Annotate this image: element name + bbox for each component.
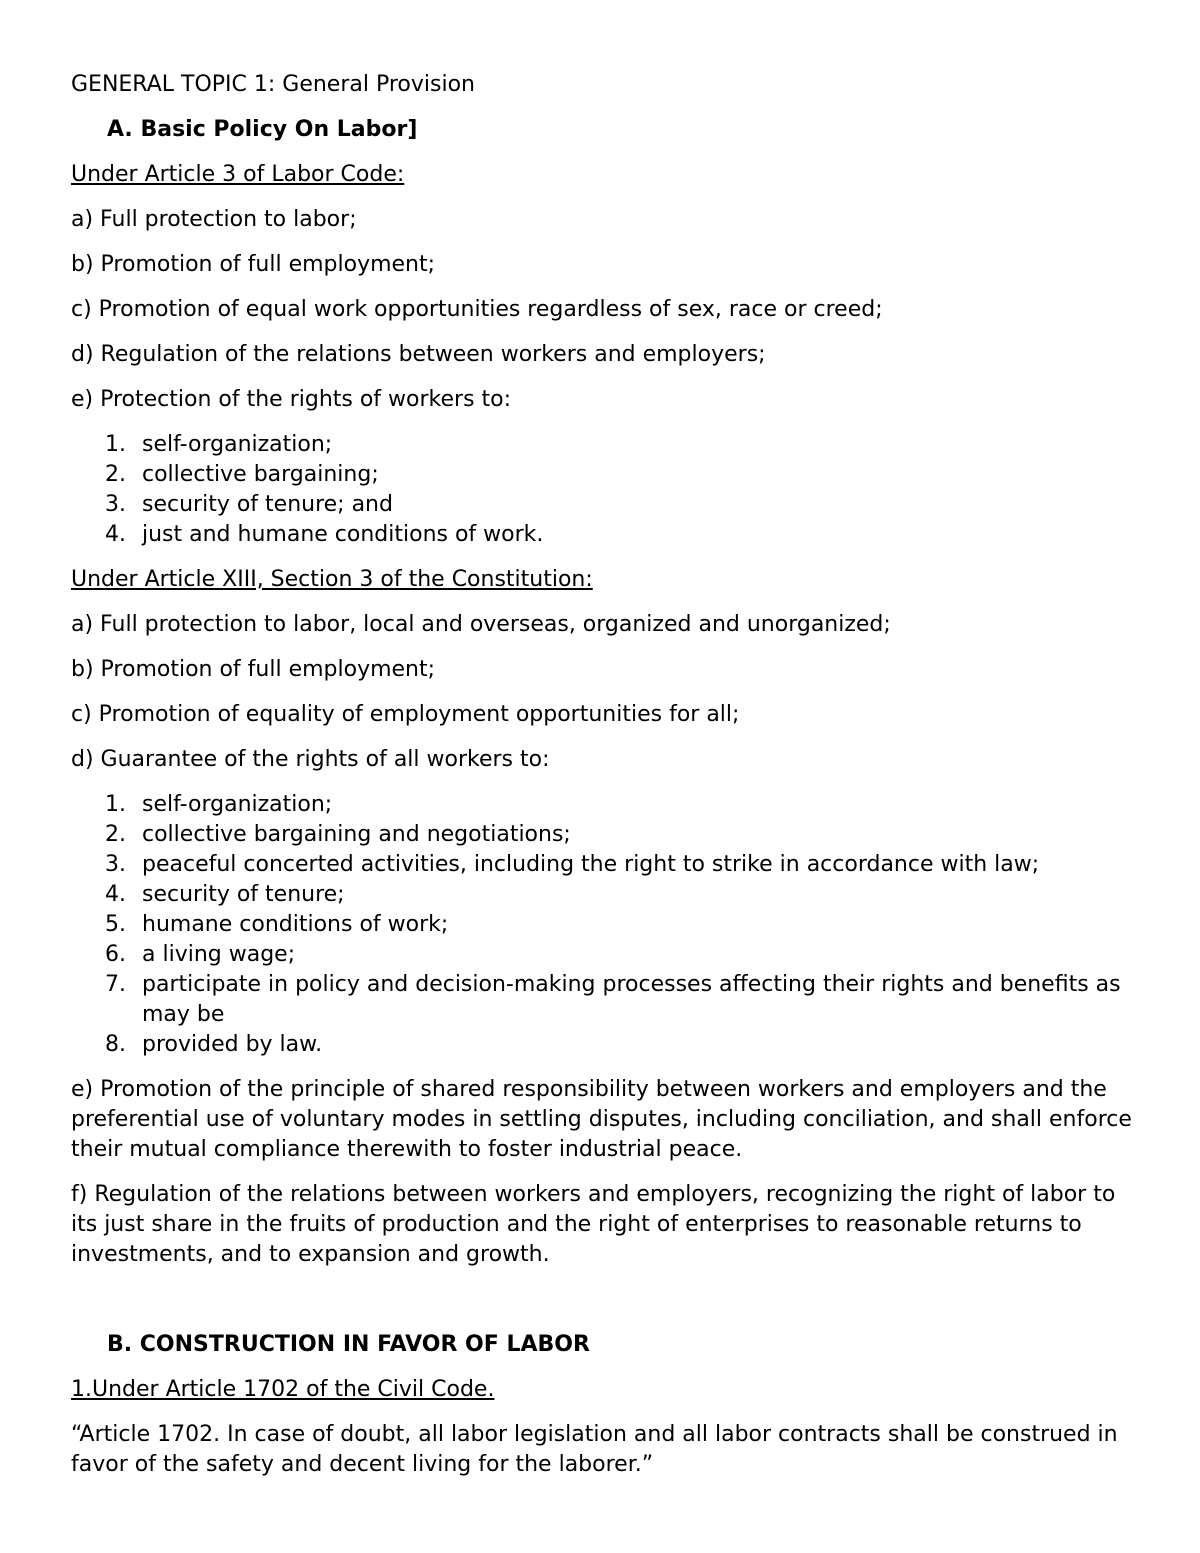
labor-code-item: a) Full protection to labor; (71, 207, 357, 232)
list-item-text: just and humane conditions of work. (142, 522, 544, 547)
list-item (71, 910, 1141, 940)
labor-code-item: b) Promotion of full employment; (71, 252, 436, 277)
constitution-subheading: Under Article XIII, Section 3 of the Constitution: (71, 567, 593, 592)
labor-code-item: c) Promotion of equal work opportunities regardless of sex, race or creed; (71, 297, 883, 322)
list-item-text: a living wage; (142, 942, 296, 967)
constitution-item: c) Promotion of equality of employment opportunities for all; (71, 702, 740, 727)
list-item-text: humane conditions of work; (142, 912, 449, 937)
list-item (71, 850, 1141, 880)
list-item (71, 520, 1141, 550)
list-number: 3. (105, 852, 126, 877)
list-item-text: security of tenure; (142, 882, 345, 907)
list-number: 2. (105, 462, 126, 487)
list-number: 4. (105, 522, 126, 547)
list-item (71, 430, 1141, 460)
constitution-item: b) Promotion of full employment; (71, 657, 436, 682)
list-item (71, 790, 1141, 820)
list-number: 1. (105, 792, 126, 817)
list-item (71, 970, 1141, 1030)
labor-code-subheading: Under Article 3 of Labor Code: (71, 162, 405, 187)
section-a-heading: A. Basic Policy On Labor] (107, 117, 418, 142)
list-number: 3. (105, 492, 126, 517)
list-number: 7. (105, 972, 126, 997)
list-item (71, 880, 1141, 910)
list-number: 8. (105, 1032, 126, 1057)
list-number: 2. (105, 822, 126, 847)
constitution-item: a) Full protection to labor, local and overseas, organized and unorganized; (71, 612, 891, 637)
labor-code-item: e) Protection of the rights of workers to: (71, 387, 512, 412)
constitution-item-f: f) Regulation of the relations between workers and employers, recognizing the right of labor to its just share in the fruits of production and the right of enterprises to reasonable returns to investments, and to expansion and growth. (71, 1182, 1116, 1267)
list-item-text: peaceful concerted activities, including the right to strike in accordance with law; (142, 852, 1040, 877)
list-item (71, 820, 1141, 850)
civil-code-subheading: 1.Under Article 1702 of the Civil Code. (71, 1377, 495, 1402)
list-item-text: collective bargaining; (142, 462, 379, 487)
section-b-heading: B. CONSTRUCTION IN FAVOR OF LABOR (107, 1332, 590, 1357)
general-topic-title: GENERAL TOPIC 1: General Provision (71, 72, 475, 97)
list-number: 1. (105, 432, 126, 457)
list-number: 4. (105, 882, 126, 907)
list-item (71, 490, 1141, 520)
list-item (71, 460, 1141, 490)
list-item-text: security of tenure; and (142, 492, 393, 517)
constitution-rights-list (71, 790, 1141, 1060)
list-item-text: self-organization; (142, 432, 333, 457)
list-number: 6. (105, 942, 126, 967)
list-item (71, 1030, 1141, 1060)
list-item-text: participate in policy and decision-making processes affecting their rights and benefits as may be (142, 972, 1121, 1027)
labor-code-item: d) Regulation of the relations between workers and employers; (71, 342, 766, 367)
list-item-text: provided by law. (142, 1032, 323, 1057)
list-item (71, 940, 1141, 970)
section-spacer (71, 1285, 1141, 1330)
list-item-text: collective bargaining and negotiations; (142, 822, 571, 847)
list-item-text: self-organization; (142, 792, 333, 817)
document-page (71, 70, 1141, 1495)
labor-code-rights-list (71, 430, 1141, 550)
list-number: 5. (105, 912, 126, 937)
constitution-item: d) Guarantee of the rights of all workers to: (71, 747, 550, 772)
constitution-item-e: e) Promotion of the principle of shared responsibility between workers and employers and the preferential use of voluntary modes in settling disputes, including conciliation, and shall enforce their mutual compliance therewith to foster industrial peace. (71, 1077, 1132, 1162)
article-1702-quote: “Article 1702. In case of doubt, all labor legislation and all labor contracts shall be construed in favor of the safety and decent living for the laborer.” (71, 1422, 1118, 1477)
